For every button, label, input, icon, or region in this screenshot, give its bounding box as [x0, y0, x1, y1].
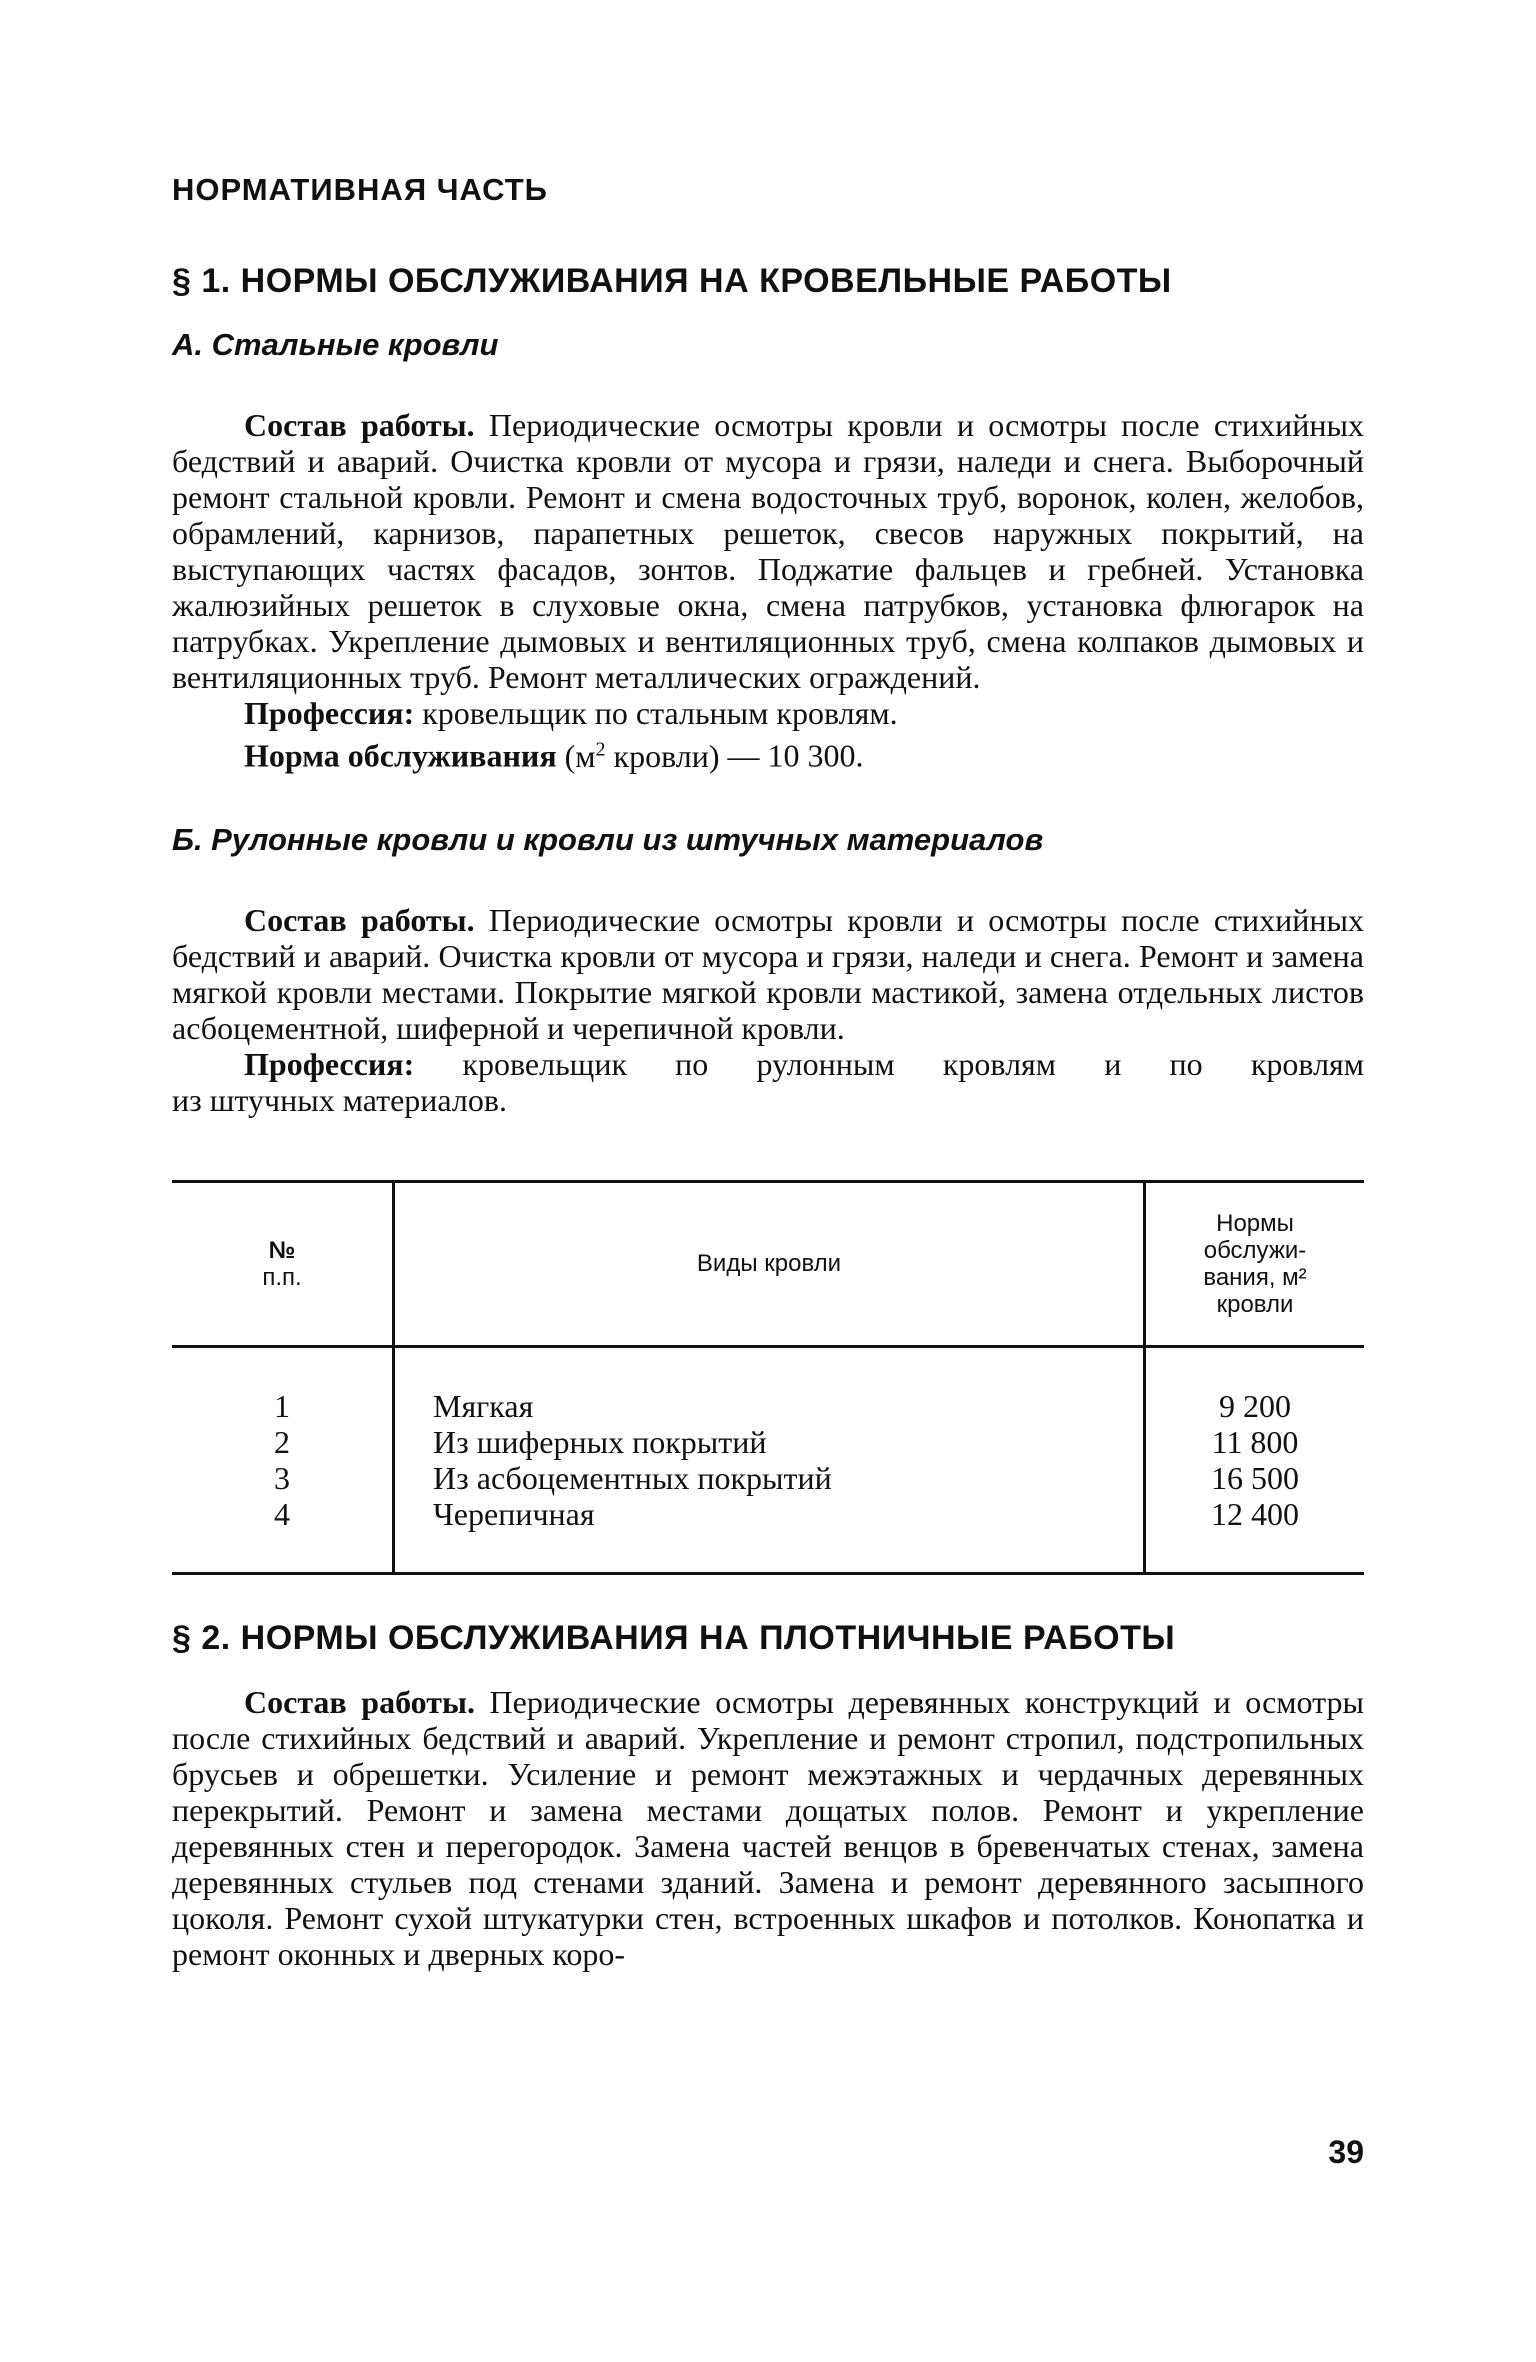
subsection-b-title: Б. Рулонные кровли и кровли из штучных материалов [172, 821, 1044, 857]
subsection-b-profession [172, 1046, 1364, 1082]
table-row [172, 1424, 1364, 1460]
table-header-row [172, 1181, 1364, 1346]
composition-text: Периодические осмотры деревянных конструкций и осмотры после стихийных бедствий и аварий. Укрепление и ремонт стропил, подстропильных брусьев и обрешетки. Усиление и ремонт межэтажных и чердачных деревянных перекрытий. Ремонт и замена местами дощатых полов. Ремонт и укрепление деревянных стен и перегородок. Замена частей венцов в бревенчатых стенах, замена деревянных стульев под стенами зданий. Замена и ремонт деревянного засыпного цоколя. Ремонт сухой штукатурки стен, встроенных шкафов и потолков. Конопатка и ремонт оконных и дверных коро- [172, 1683, 1364, 1972]
header-number: № п.п. [172, 1181, 394, 1346]
cell-number: 4 [172, 1496, 394, 1574]
composition-text: Периодические осмотры кровли и осмотры после стихийных бедствий и аварий. Очистка кровли от мусора и грязи, наледи и снега. Ремонт и замена мягкой кровли местами. Покрытие мягкой кровли мастикой, замена отдельных листов асбоцементной, шиферной и черепичной кровли. [172, 901, 1365, 1046]
cell-number: 3 [172, 1460, 394, 1496]
cell-roof-type: Черепичная [394, 1496, 1145, 1574]
composition-text: Периодические осмотры кровли и осмотры после стихийных бедствий и аварий. Очистка кровли от мусора и грязи, наледи и снега. Выборочный ремонт стальной кровли. Ремонт и смена водосточных труб, воронок, колен, желобов, обрамлений, карнизов, парапетных решеток, свесов наружных покрытий, на выступающих частях фасадов, зонтов. Поджатие фальцев и гребней. Установка жалюзийных решеток в слуховые окна, смена патрубков, установка флюгарок на патрубках. Укрепление дымовых и вентиляционных труб, смена колпаков дымовых и вентиляционных труб. Ремонт металлических ограждений. [172, 407, 1365, 695]
cell-norm: 9 200 [1145, 1346, 1365, 1424]
cell-norm: 12 400 [1145, 1496, 1365, 1574]
section-2-title: § 2. НОРМЫ ОБСЛУЖИВАНИЯ НА ПЛОТНИЧНЫЕ РАБОТЫ [172, 1618, 1176, 1657]
header-norm: Нормы обслужи- вания, м² кровли [1145, 1181, 1365, 1346]
composition-label: Состав работы. [244, 407, 475, 443]
norm-unit: ($м^2$ кровли) [564, 737, 720, 774]
norms-table [172, 1180, 1364, 1575]
profession-text: кровельщик по стальным кровлям. [422, 695, 898, 731]
cell-norm: 16 500 [1145, 1460, 1365, 1496]
table-row [172, 1346, 1364, 1424]
cell-number: 1 [172, 1346, 394, 1424]
page-number: 39 [1328, 2134, 1364, 2170]
composition-label: Состав работы. [244, 901, 475, 938]
subsection-a-title: А. Стальные кровли [172, 327, 499, 362]
table-row [172, 1496, 1364, 1574]
profession-label: Профессия: [244, 695, 415, 731]
document-page [172, 172, 1364, 1972]
cell-number: 2 [172, 1424, 394, 1460]
profession-text: кровельщик по рулонным кровлям и по кровлям [462, 1045, 1365, 1082]
section-1-title: § 1. НОРМЫ ОБСЛУЖИВАНИЯ НА КРОВЕЛЬНЫЕ РАБОТЫ [172, 262, 1172, 300]
norm-value: — 10 300. [727, 737, 864, 774]
composition-label: Состав работы. [244, 1683, 475, 1720]
norm-label: Норма обслуживания [244, 737, 557, 774]
table-row [172, 1460, 1364, 1496]
cell-norm: 11 800 [1145, 1424, 1365, 1460]
subsection-b-profession-cont: из штучных материалов. [172, 1081, 507, 1118]
subsection-a-profession [172, 695, 1364, 731]
header-roof-type: Виды кровли [394, 1181, 1145, 1346]
subsection-b-composition [172, 902, 1364, 1046]
subsection-a-composition [172, 407, 1364, 695]
profession-label: Профессия: [244, 1045, 415, 1082]
cell-roof-type: Из асбоцементных покрытий [433, 1459, 832, 1496]
cell-roof-type: Мягкая [433, 1387, 534, 1424]
cell-roof-type: Из шиферных покрытий [433, 1423, 767, 1460]
section-2-composition [172, 1684, 1364, 1972]
part-title: НОРМАТИВНАЯ ЧАСТЬ [172, 172, 548, 207]
subsection-a-norm [172, 731, 1364, 774]
